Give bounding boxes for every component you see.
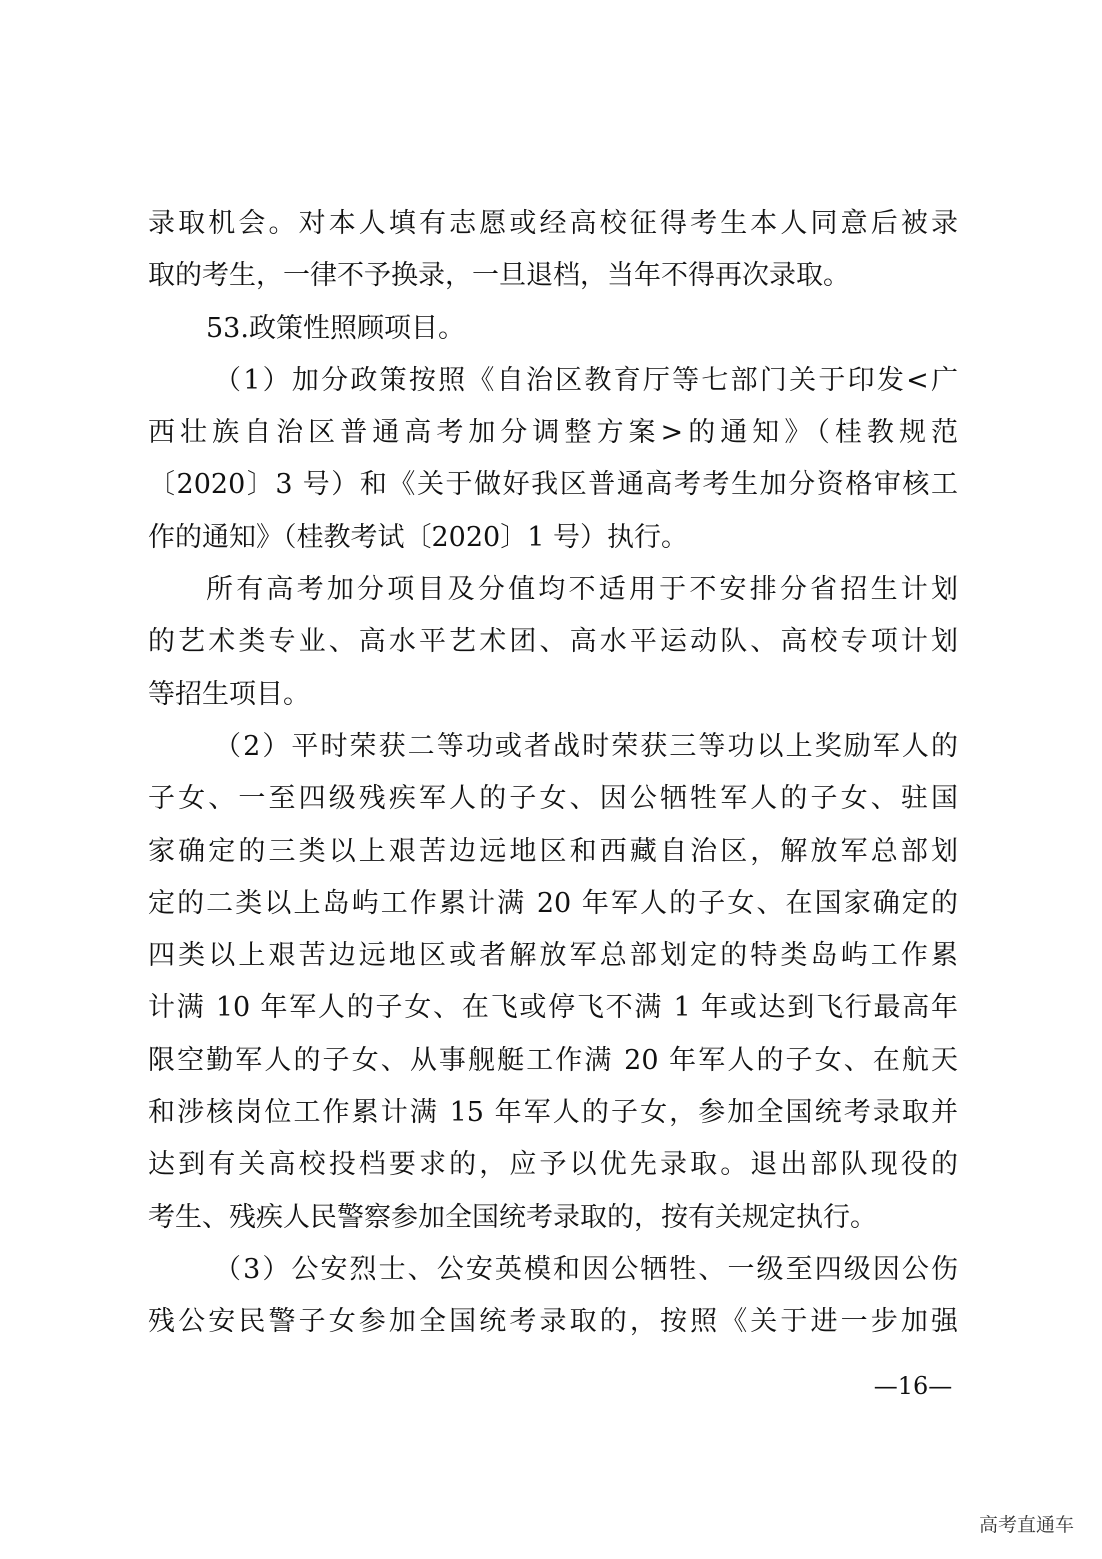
body-line: 西壮族自治区普通高考加分调整方案>的通知》（桂教规范	[148, 417, 958, 449]
body-line: 和涉核岗位工作累计满 15 年军人的子女，参加全国统考录取并	[148, 1097, 958, 1129]
body-line: 四类以上艰苦边远地区或者解放军总部划定的特类岛屿工作累	[148, 940, 958, 972]
body-line: 录取机会。对本人填有志愿或经高校征得考生本人同意后被录	[148, 208, 958, 239]
page-number: —16—	[873, 1372, 953, 1400]
body-line: 所有高考加分项目及分值均不适用于不安排分省招生计划	[206, 574, 958, 606]
body-line: 的艺术类专业、高水平艺术团、高水平运动队、高校专项计划	[148, 626, 958, 658]
body-line: 家确定的三类以上艰苦边远地区和西藏自治区，解放军总部划	[148, 835, 958, 867]
body-line: 子女、一至四级残疾军人的子女、因公牺牲军人的子女、驻国	[148, 783, 958, 815]
body-line: 定的二类以上岛屿工作累计满 20 年军人的子女、在国家确定的	[148, 887, 958, 919]
document-body	[148, 198, 958, 1349]
body-line: （3）公安烈士、公安英模和因公牺牲、一级至四级因公伤	[214, 1253, 958, 1285]
body-line: 残公安民警子女参加全国统考录取的，按照《关于进一步加强	[148, 1306, 958, 1338]
body-line: （1）加分政策按照《自治区教育厅等七部门关于印发<广	[214, 364, 958, 396]
body-line: （2）平时荣获二等功或者战时荣获三等功以上奖励军人的	[214, 730, 958, 762]
watermark-text: 高考直通车	[978, 1514, 1074, 1536]
body-line: 〔2020〕3 号）和《关于做好我区普通高考考生加分资格审核工	[148, 469, 958, 501]
section-heading: 53.政策性照顾项目。	[206, 312, 465, 344]
body-line: 取的考生，一律不予换录，一旦退档，当年不得再次录取。	[148, 260, 850, 292]
body-line: 限空勤军人的子女、从事舰艇工作满 20 年军人的子女、在航天	[148, 1044, 958, 1076]
body-line: 等招生项目。	[148, 678, 310, 710]
body-line: 达到有关高校投档要求的，应予以优先录取。退出部队现役的	[148, 1149, 958, 1181]
body-line: 考生、残疾人民警察参加全国统考录取的，按有关规定执行。	[148, 1201, 877, 1233]
body-line: 作的通知》（桂教考试〔2020〕1 号）执行。	[148, 521, 688, 553]
body-line: 计满 10 年军人的子女、在飞或停飞不满 1 年或达到飞行最高年	[148, 992, 958, 1024]
